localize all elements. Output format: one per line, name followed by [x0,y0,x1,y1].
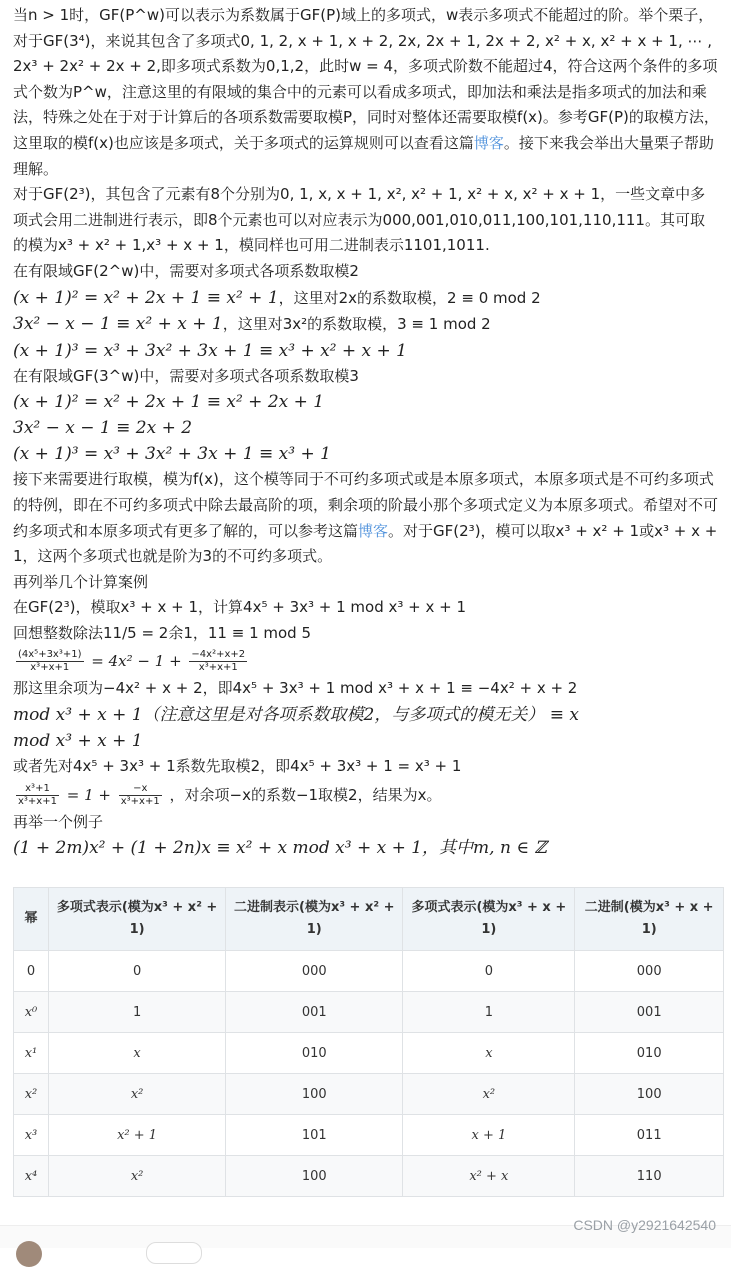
intro-tail: 。接下来我会举出大量栗子帮助理解。 [13,133,714,178]
more-examples-heading: 再列举几个计算案例 [13,572,149,591]
cell: x² + 1 [49,1115,226,1156]
blog-link-2[interactable]: 博客 [358,521,389,540]
remainder-line: 那这里余项为−4x² + x + 2，即4x⁵ + 3x³ + 1 mod x³ + x + 1 ≡ −4x² + x + 2 [13,679,578,698]
csdn-watermark: CSDN @y2921642540 [573,1217,716,1233]
cell: x [49,1033,226,1074]
cell: 110 [575,1156,724,1197]
cell: 001 [226,992,403,1033]
gf2-heading: 在有限域GF(2^w)中，需要对多项式各项系数取模2 [13,261,359,280]
cell: 1 [403,992,575,1033]
gf2-equation-1: (x + 1)² = x² + 2x + 1 ≡ x² + 1 [13,287,279,308]
cell: x⁰ [14,992,49,1033]
table-row [14,992,724,1033]
modulo-paragraph [13,467,719,569]
cell: x⁴ [14,1156,49,1197]
cell: 0 [403,951,575,992]
article-body [13,3,719,861]
another-example-heading: 再举一个例子 [13,812,104,831]
fraction-quotient: = 4x² − 1 + [91,652,182,671]
gf2-equation-2: 3x² − x − 1 ≡ x² + x + 1 [13,314,223,335]
cell: 1 [49,992,226,1033]
fraction-2-tail: ，对余项−x的系数−1取模2，结果为x。 [169,785,442,804]
integer-division-line: 回想整数除法11/5 = 2余1，11 ≡ 1 mod 5 [13,623,312,642]
coefficient-first-line: 或者先对4x⁵ + 3x³ + 1系数先取模2，即4x⁵ + 3x³ + 1 = x³ + 1 [13,757,462,776]
follow-button[interactable] [146,1242,202,1264]
fraction-2-right: $\frac{-x}{\text{x³+x+1}}$ [120,782,160,807]
gf3-equation-2: 3x² − x − 1 ≡ 2x + 2 [13,418,193,439]
example-line: 在GF(2³)，模取x³ + x + 1，计算4x⁵ + 3x³ + 1 mod x³ + x + 1 [13,598,467,617]
cell: 000 [575,951,724,992]
gf3-equation-3: (x + 1)³ = x³ + 3x² + 3x + 1 ≡ x³ + 1 [13,444,331,465]
cell: x¹ [14,1033,49,1074]
cell: x² [403,1074,575,1115]
fraction-dividend: $\frac{\text{(4x⁵+3x³+1)}}{\text{x³+x+1}}$ [18,649,82,674]
division-fraction-line [13,646,719,676]
cell: 011 [575,1115,724,1156]
table-row [14,1156,724,1197]
intro-paragraph [13,3,719,182]
cell: x² [49,1156,226,1197]
cell: 000 [226,951,403,992]
table-row [14,951,724,992]
fraction-2-middle: = 1 + [66,785,111,804]
remainder-line-2: mod x³ + x + 1（注意这里是对各项系数取模2，与多项式的模无关） ≡ x [13,705,580,726]
cell: x³ [14,1115,49,1156]
table-header-row [14,888,724,951]
modulo-text: 接下来需要进行取模，模为f(x)，这个模等同于不可约多项式或是本原多项式，本原多项式是不可约多项式的特例，即在不可约多项式中除去最高阶的项，剩余项的阶最小那个多项式定义为本原多项式。希望对不可约多项式和本原多项式有更多了解的，可以参考这篇 [13,470,719,540]
avatar[interactable] [16,1241,42,1267]
cell: 100 [226,1156,403,1197]
cell: x² [14,1074,49,1115]
blog-link[interactable]: 博客 [473,133,504,152]
gf2-equation-2-note: ，这里对3x²的系数取模，3 ≡ 1 mod 2 [222,315,491,334]
intro-text: 当n > 1时，GF(P^w)可以表示为系数属于GF(P)域上的多项式，w表示多项式不能超过的阶。举个栗子，对于GF(3⁴)，来说其包含了多项式0, 1, 2, x + 1, x + 2, 2x, 2x + 1, 2x + 2, x² + x, x² + x + 1, ⋯ , 2x³ + 2x² + 2x + 2,即多项式系数为0,1,2，此时w = 4，多项式阶数不能超过4，符合这两个条件的多项式个数为P^w，注意这里的有限域的集合中的元素可以看成多项式，即加法和乘法是指多项式的加法和乘法，特殊之处在于对于计算后的各项系数需要取模P，同时对整体还需要取模f(x)。参考GF(P)的取模方法，这里取的模f(x)也应该是多项式，关于多项式的运算规则可以查看这篇 [13,6,719,152]
fraction-remainder: $\frac{\text{−4x²+x+2}}{\text{x³+x+1}}$ [191,649,246,674]
gf2-equation-1-note: ，这里对2x的系数取模，2 ≡ 0 mod 2 [278,288,541,307]
fraction-2-left: $\frac{\text{x³+1}}{\text{x³+x+1}}$ [18,782,57,807]
cell: 100 [575,1074,724,1115]
cell: x² + x [403,1156,575,1197]
table-row [14,1074,724,1115]
header-bin-1: 二进制表示(模为x³ + x² + 1) [226,888,403,951]
cell: 010 [226,1033,403,1074]
cell: 0 [49,951,226,992]
cell: 001 [575,992,724,1033]
table-row [14,1115,724,1156]
cell: x + 1 [403,1115,575,1156]
last-equation: (1 + 2m)x² + (1 + 2n)x ≡ x² + x mod x³ + x + 1，其中m, n ∈ ℤ [13,838,547,859]
cell: 100 [226,1074,403,1115]
cell: 0 [14,951,49,992]
second-fraction-line [13,780,719,810]
cell: x [403,1033,575,1074]
header-poly-2: 多项式表示(模为x³ + x + 1) [403,888,575,951]
table-row [14,1033,724,1074]
gf3-equation-1: (x + 1)² = x² + 2x + 1 ≡ x² + 2x + 1 [13,392,325,413]
cell: x² [49,1074,226,1115]
gf3-heading: 在有限域GF(3^w)中，需要对多项式各项系数取模3 [13,366,359,385]
gf2-equation-3: (x + 1)³ = x³ + 3x² + 3x + 1 ≡ x³ + x² + x + 1 [13,340,407,361]
remainder-line-3: mod x³ + x + 1 [13,731,143,752]
gf8-paragraph: 对于GF(2³)，其包含了元素有8个分别为0, 1, x, x + 1, x², x² + 1, x² + x, x² + x + 1，一些文章中多项式会用二进制进行表示，即8个元素也可以对应表示为000,001,010,011,100,101,110,111。其可取的模为x³ + x² + 1,x³ + x + 1，模同样也可用二进制表示1101,1011. [13,185,706,255]
cell: 010 [575,1033,724,1074]
header-bin-2: 二进制(模为x³ + x + 1) [575,888,724,951]
header-power: 幂 [14,888,49,951]
modulo-tail: 。对于GF(2³)，模可以取x³ + x² + 1或x³ + x + 1，这两个多项式也就是阶为3的不可约多项式。 [13,521,718,566]
header-poly-1: 多项式表示(模为x³ + x² + 1) [49,888,226,951]
gf-table [13,887,724,1197]
cell: 101 [226,1115,403,1156]
